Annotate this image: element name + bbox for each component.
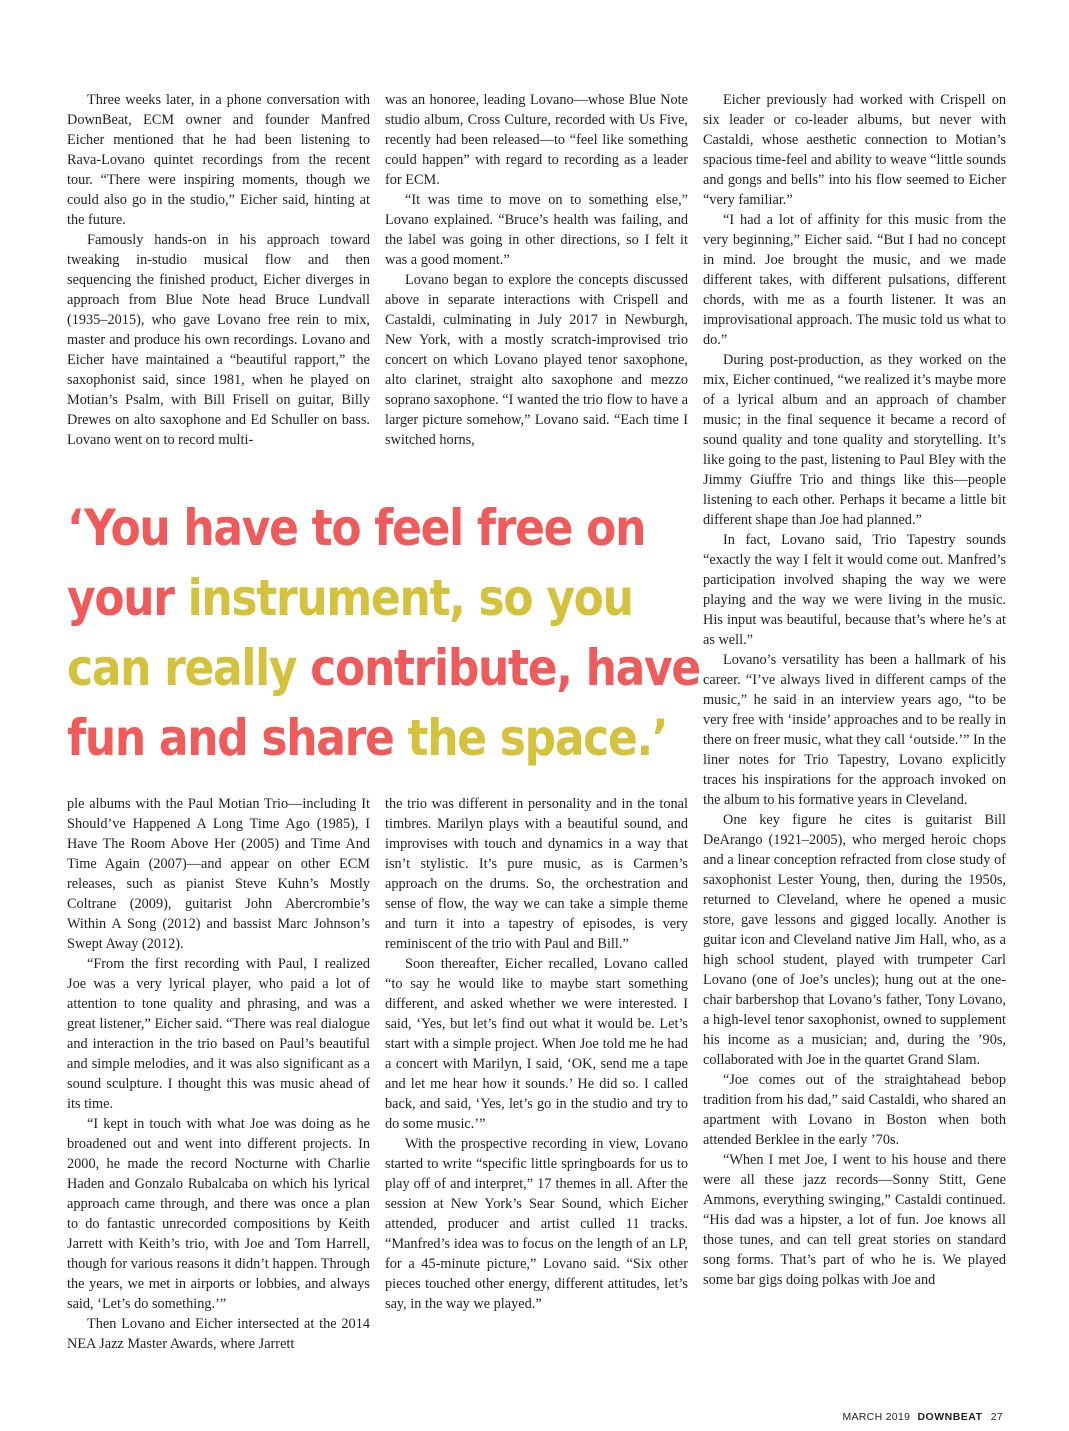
body-paragraph: the trio was different in personality and in the tonal timbres. Marilyn plays with a beautiful sound, and improvises with touch and dynamics in a way that isn’t stylistic. It’s pure music, as is Carmen’s approach on the drums. So, the orchestration and sense of flow, the way we can take a simple theme and turn it into a tapestry of episodes, is very reminiscent of the trio with Paul and Bill.” xyxy=(385,796,688,952)
body-paragraph: Three weeks later, in a phone conversation with DownBeat, ECM owner and founder Manfred Eicher mentioned that he had been listening to Rava-Lovano quintet recordings from the recent tour. “There were inspiring moments, though we could also go in the studio,” Eicher said, hinting at the future. xyxy=(67,92,370,228)
footer-page-number: 27 xyxy=(990,1411,1003,1423)
body-paragraph: was an honoree, leading Lovano—whose Blue Note studio album, Cross Culture, recorded with Us Five, recently had been released—to “feel like something could happen” with regard to recording as a leader for ECM. xyxy=(385,92,688,188)
body-paragraph: Then Lovano and Eicher intersected at the 2014 NEA Jazz Master Awards, where Jarrett xyxy=(67,1316,370,1352)
pull-quote-segment: ‘You have to feel free on xyxy=(67,499,646,557)
body-paragraph: One key figure he cites is guitarist Bill DeArango (1921–2005), who merged heroic chops and a linear conception refracted from close study of saxophonist Lester Young, then, during the 1950s, returned to Cleveland, where he opened a music store, gave lessons and gigged locally. Another is guitar icon and Cleveland native Jim Hall, who, as a high school student, played with trumpeter Carl Lovano (one of Joe’s uncles); hung out at the one-chair barbershop that Lovano’s father, Tony Lovano, a high-level tenor saxophonist, owned to supplement his income as a musician; and, during the ’90s, collaborated with Joe in the quartet Grand Slam. xyxy=(703,812,1006,1068)
column-2-top xyxy=(385,90,688,450)
pull-quote-segment: contribute, have xyxy=(310,639,700,697)
pull-quote-line xyxy=(67,633,700,703)
page-footer xyxy=(842,1411,1003,1423)
body-paragraph: “I had a lot of affinity for this music from the very beginning,” Eicher said. “But I had no concept in mind. Joe brought the music, and we made different takes, with different pulsations, different chords, with me as a fourth listener. It was an improvisational approach. The music told us what to do.” xyxy=(703,212,1006,348)
pull-quote-line xyxy=(67,703,668,773)
pull-quote-segment: your xyxy=(67,569,188,627)
column-1-bottom xyxy=(67,794,370,1354)
body-paragraph: “Joe comes out of the straightahead bebop tradition from his dad,” said Castaldi, who shared an apartment with Lovano in Boston when both attended Berklee in the early ’70s. xyxy=(703,1072,1006,1148)
body-paragraph: In fact, Lovano said, Trio Tapestry sounds “exactly the way I felt it would come out. Manfred’s participation involved shaping the way we were playing and the way we were living in the music. His input was beautiful, because that’s where he’s at as well.” xyxy=(703,532,1006,648)
footer-issue-date: MARCH 2019 xyxy=(842,1411,911,1423)
body-paragraph: Eicher previously had worked with Crispell on six leader or co-leader albums, but never with Castaldi, whose aesthetic connection to Motian’s spacious time-feel and ability to weave “little sounds and gongs and bells” into his flow seemed to Eicher “very familiar.” xyxy=(703,92,1006,208)
body-paragraph: Lovano’s versatility has been a hallmark of his career. “I’ve always lived in different camps of the music,” he said in an interview years ago, “to be very free with ‘inside’ approaches and to be really in there on freer music, what they call ‘outside.’” In the liner notes for Trio Tapestry, Lovano explicitly traces his inspirations for the approach invoked on the album to his formative years in Cleveland. xyxy=(703,652,1006,808)
pull-quote-line xyxy=(67,493,646,563)
body-paragraph: Famously hands-on in his approach toward tweaking in-studio musical flow and then sequencing the finished product, Eicher diverges in approach from Blue Note head Bruce Lundvall (1935–2015), who gave Lovano free rein to mix, master and produce his own recordings. Lovano and Eicher have maintained a “beautiful rapport,” the saxophonist said, since 1981, when he played on Motian’s Psalm, with Bill Frisell on guitar, Billy Drewes on alto saxophone and Ed Schuller on bass. Lovano went on to record multi- xyxy=(67,232,370,448)
body-paragraph: Lovano began to explore the concepts discussed above in separate interactions with Crispell and Castaldi, culminating in July 2017 in Newburgh, New York, with a mostly scratch-improvised trio concert on which Lovano played tenor saxophone, alto clarinet, straight alto saxophone and mezzo soprano saxophone. “I wanted the trio flow to have a larger picture somehow,” Lovano said. “Each time I switched horns, xyxy=(385,272,688,448)
body-paragraph: “It was time to move on to something else,” Lovano explained. “Bruce’s health was failing, and the label was going in other directions, so I felt it was a good moment.” xyxy=(385,192,688,268)
body-paragraph: “From the first recording with Paul, I realized Joe was a very lyrical player, who paid a lot of attention to tone quality and phrasing, and was a great listener,” Eicher said. “There was real dialogue and interaction in the trio based on Paul’s beautiful and simple melodies, and it was also significant as a sound sculpture. I thought this was music ahead of its time. xyxy=(67,956,370,1112)
body-paragraph: Soon thereafter, Eicher recalled, Lovano called “to say he would like to maybe start something different, and asked whether we were interested. I said, ‘Yes, but let’s find out what it would be. Let’s start with a simple project. When Joe told me he had a concert with Marilyn, I said, ‘OK, send me a tape and let me hear how it sounds.’ He did so. I called back, and said, ‘Yes, let’s go in the studio and try to do some music.’” xyxy=(385,956,688,1132)
column-1-top xyxy=(67,90,370,450)
body-paragraph: During post-production, as they worked on the mix, Eicher continued, “we realized it’s maybe more of a lyrical album and an approach of chamber music; in the final sequence it became a record of sound quality and tone quality and storytelling. It’s like going to the past, listening to Paul Bley with the Jimmy Giuffre Trio and things like this—people listening to each other. Perhaps it became a little bit different shape than Joe had planned.” xyxy=(703,352,1006,528)
body-paragraph: ple albums with the Paul Motian Trio—including It Should’ve Happened A Long Time Ago (1985), I Have The Room Above Her (2005) and Time And Time Again (2007)—and appear on other ECM releases, such as pianist Steve Kuhn’s Mostly Coltrane (2009), guitarist John Abercrombie’s Within A Song (2012) and bassist Marc Johnson’s Swept Away (2012). xyxy=(67,796,370,952)
column-2-bottom xyxy=(385,794,688,1314)
body-paragraph: With the prospective recording in view, Lovano started to write “specific little springboards for us to play off of and interpret,” 17 themes in all. After the session at New York’s Sear Sound, which Eicher attended, producer and artist culled 11 tracks. “Manfred’s idea was to focus on the length of an LP, for a 45-minute picture,” Lovano said. “Six other pieces touched other energy, different attitudes, let’s say, in the way we played.” xyxy=(385,1136,688,1312)
body-paragraph: “When I met Joe, I went to his house and there were all these jazz records—Sonny Stitt, Gene Ammons, everything swinging,” Castaldi continued. “His dad was a hipster, a lot of fun. Joe knows all those tunes, and can tell great stories on standard song forms. That’s part of who he is. We played some bar gigs doing polkas with Joe and xyxy=(703,1152,1006,1288)
pull-quote-segment: can really xyxy=(67,639,311,697)
column-3 xyxy=(703,90,1006,1290)
pull-quote-segment: instrument, so you xyxy=(187,569,633,627)
pull-quote-line xyxy=(67,563,633,633)
body-paragraph: “I kept in touch with what Joe was doing as he broadened out and went into different projects. In 2000, he made the record Nocturne with Charlie Haden and Gonzalo Rubalcaba on which his lyrical approach came through, and there was once a plan to do fantastic unrecorded compositions by Keith Jarrett with Keith’s trio, with Joe and Tom Harrell, though for various reasons it didn’t happen. Through the years, we met in airports or lobbies, and always said, ‘Let’s do something.’” xyxy=(67,1116,370,1312)
footer-magazine-name: DOWNBEAT xyxy=(917,1411,983,1423)
pull-quote xyxy=(67,493,700,773)
pull-quote-segment: fun and share xyxy=(67,709,408,767)
pull-quote-segment: the space.’ xyxy=(407,709,668,767)
